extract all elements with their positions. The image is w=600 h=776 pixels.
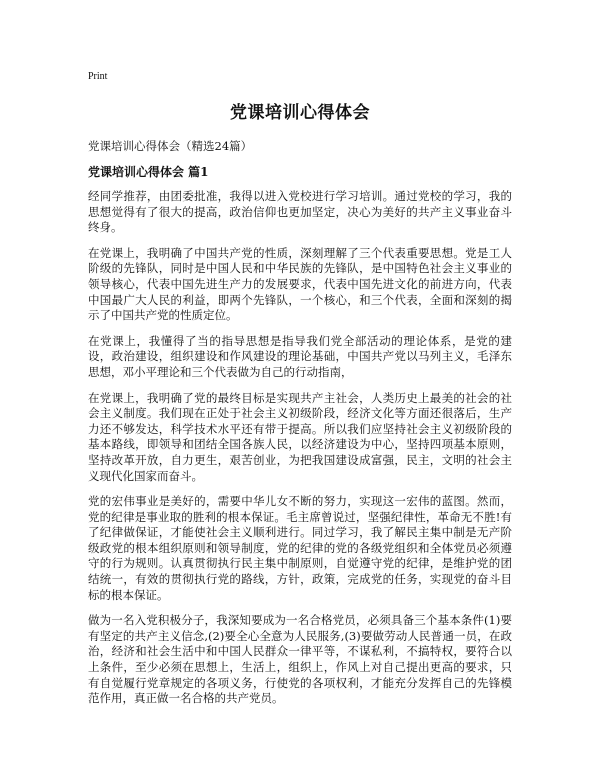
paragraph-3: 在党课上，我懂得了当的指导思想是指导我们党全部活动的理论体系，是党的建设，政治建设，组织建设和作风建设的理论基础，中国共产党以马列主义，毛泽东思想，邓小平理论和三个代表做为自己的行动指南，	[88, 333, 512, 379]
document-subtitle: 党课培训心得体会（精选24篇）	[88, 139, 253, 153]
section-heading: 党课培训心得体会 篇1	[88, 165, 209, 179]
paragraph-2: 在党课上，我明确了中国共产党的性质，深刻理解了三个代表重要思想。党是工人阶级的先锋队，同时是中国人民和中华民族的先锋队，是中国特色社会主义事业的领导核心，代表中国先进生产力的发展要求，代表中国先进文化的前进方向，代表中国最广大人民的利益，即两个先锋队，一个核心，和三个代表，全面和深刻的揭示了中国共产党的性质定位。	[88, 245, 512, 323]
page-title: 党课培训心得体会	[230, 103, 370, 123]
paragraph-4: 在党课上，我明确了党的最终目标是实现共产主社会，人类历史上最美的社会的社会主义制度。我们现在正处于社会主义初级阶段，经济文化等方面还很落后，生产力还不够发达，科学技术水平还有带于提高。所以我们应坚持社会主义初级阶段的基本路线，即领导和团结全国各族人民，以经济建设为中心，坚持四项基本原则，坚持改革开放，自力更生，艰苦创业，为把我国建设成富强，民主，文明的社会主义现代化国家而奋斗。	[88, 390, 512, 483]
paragraph-1: 经同学推荐，由团委批准，我得以进入党校进行学习培训。通过党校的学习，我的思想觉得有了很大的提高，政治信仰也更加坚定，决心为美好的共产主义事业奋斗终身。	[88, 189, 512, 235]
print-label[interactable]: Print	[88, 71, 108, 82]
document-page	[88, 70, 512, 717]
paragraph-5: 党的宏伟事业是美好的，需要中华儿女不断的努力，实现这一宏伟的蓝图。然而，党的纪律是事业取的胜利的根本保证。毛主席曾说过，坚强纪律性，革命无不胜!有了纪律做保证，才能使社会主义顺利进行。同过学习，我了解民主集中制是无产阶级政党的根本组织原则和领导制度，党的纪律的党的各级党组织和全体党员必须遵守的行为规则。认真贯彻执行民主集中制原则，自觉遵守党的纪律，是维护党的团结统一，有效的贯彻执行党的路线，方针，政策，完成党的任务，实现党的奋斗目标的根本保证。	[88, 494, 512, 602]
paragraph-6: 做为一名入党积极分子，我深知要成为一名合格党员，必须具备三个基本条件(1)要有坚定的共产主义信念,(2)要全心全意为人民服务,(3)要做劳动人民普通一员，在政治，经济和社会生活中和中国人民群众一律平等，不谋私利，不搞特权，要符合以上条件，至少必须在思想上，生活上，组织上，作风上对自己提出更高的要求，只有自觉履行党章规定的各项义务，行使党的各项权利，才能充分发挥自己的先锋模范作用，真正做一名合格的共产党员。	[88, 613, 512, 706]
